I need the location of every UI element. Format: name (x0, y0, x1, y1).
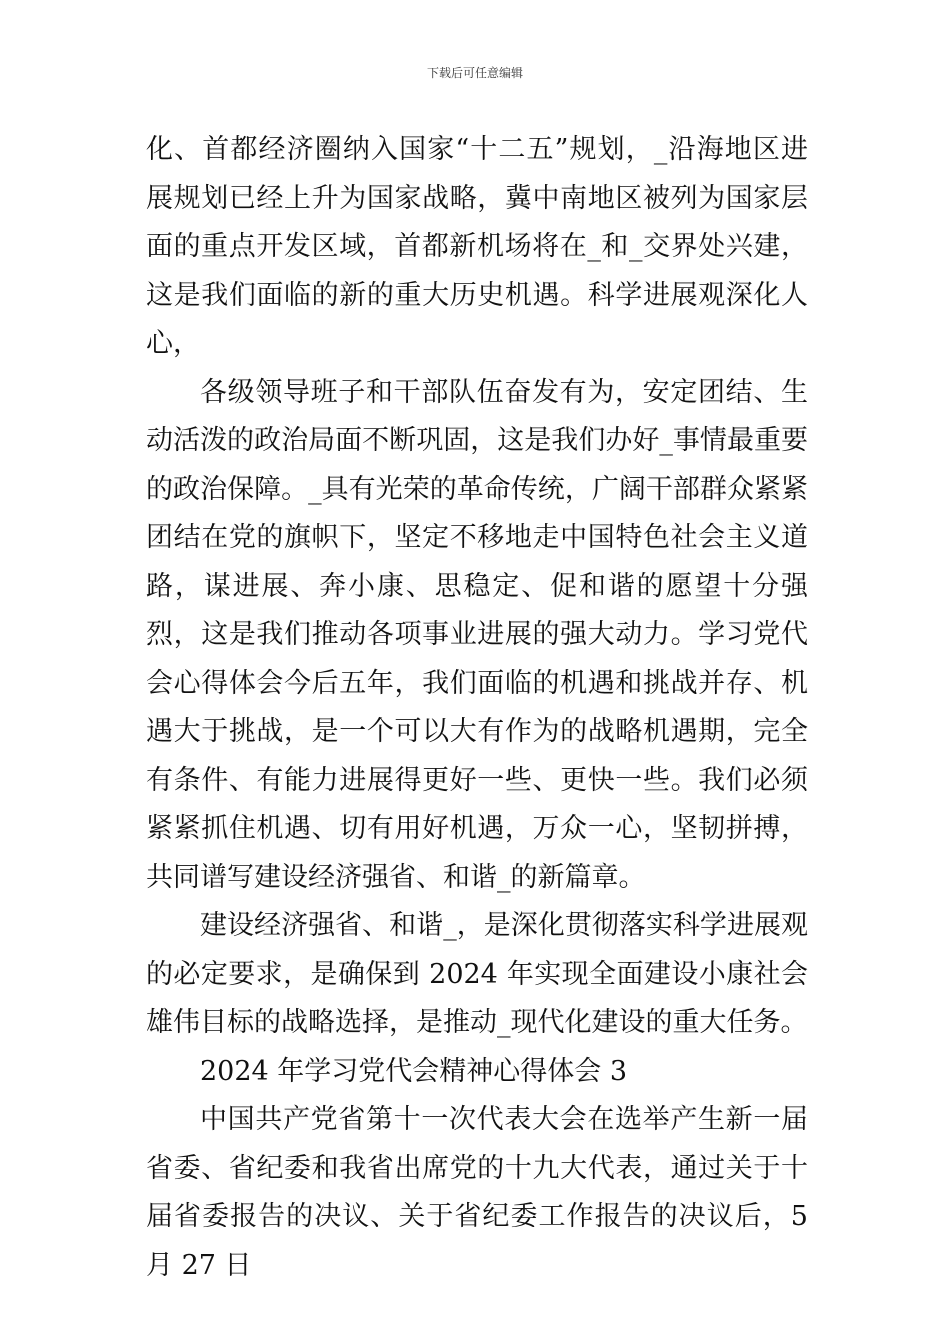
section-heading: 2024 年学习党代会精神心得体会 3 (200, 1055, 628, 1087)
paragraph-3: 建设经济强省、和谐_，是深化贯彻落实科学进展观的必定要求，是确保到 2024 年实现全面建设小康社会雄伟目标的战略选择，是推动_现代化建设的重大任务。 (146, 910, 808, 1038)
paragraph-4: 中国共产党省第十一次代表大会在选举产生新一届省委、省纪委和我省出席党的十九大代表，通过关于十届省委报告的决议、关于省纪委工作报告的决议后，5 月 27 日 (146, 1104, 808, 1281)
document-body (146, 126, 808, 1290)
paragraph-2: 各级领导班子和干部队伍奋发有为，安定团结、生动活泼的政治局面不断巩固，这是我们办好_事情最重要的政治保障。_具有光荣的革命传统，广阔干部群众紧紧团结在党的旗帜下，坚定不移地走中国特色社会主义道路，谋进展、奔小康、思稳定、促和谐的愿望十分强烈，这是我们推动各项事业进展的强大动力。学习党代会心得体会今后五年，我们面临的机遇和挑战并存、机遇大于挑战，是一个可以大有作为的战略机遇期，完全有条件、有能力进展得更好一些、更快一些。我们必须紧紧抓住机遇、切有用好机遇，万众一心，坚韧拼搏，共同谱写建设经济强省、和谐_的新篇章。 (146, 376, 808, 893)
header-note: 下载后可任意编辑 (426, 66, 523, 80)
paragraph-1: 化、首都经济圈纳入国家“十二五”规划，_沿海地区进展规划已经上升为国家战略，冀中南地区被列为国家层面的重点开发区域，首都新机场将在_和_交界处兴建，这是我们面临的新的重大历史机遇。科学进展观深化人心， (146, 134, 808, 359)
